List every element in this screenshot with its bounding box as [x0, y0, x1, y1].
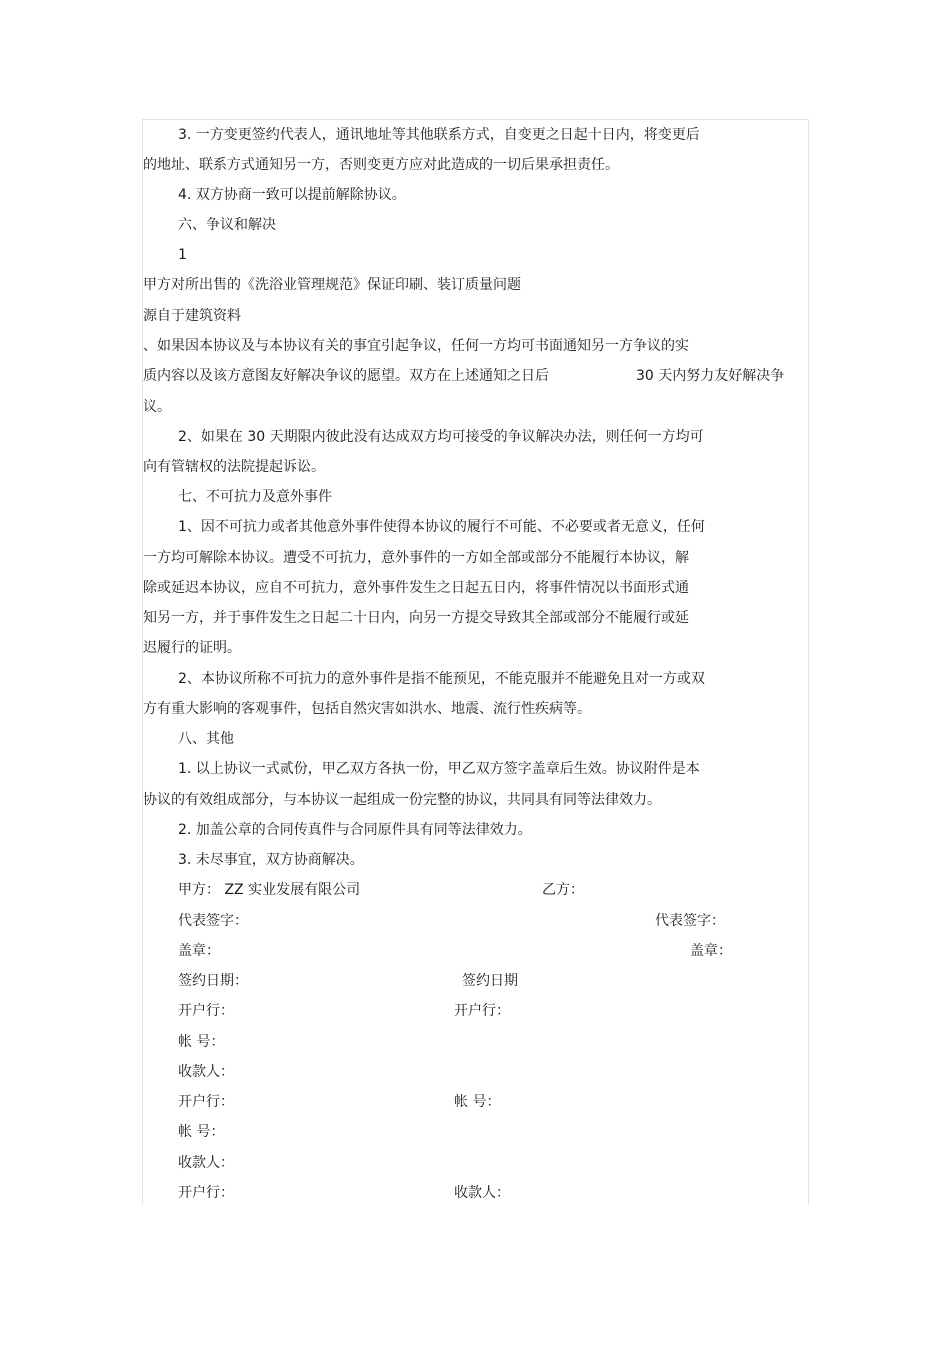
text-line: 议。 [143, 399, 171, 415]
text-line: 2. 加盖公章的合同传真件与合同原件具有同等法律效力。 [178, 822, 532, 838]
text-line: 迟履行的证明。 [143, 640, 241, 656]
text-line: 源自于建筑资料 [143, 308, 241, 324]
sign-date-b: 签约日期 [462, 973, 518, 989]
seal-b: 盖章： [690, 943, 732, 959]
text-line: 3. 未尽事宜，双方协商解决。 [178, 852, 364, 868]
account-b-2: 帐 号： [454, 1094, 501, 1110]
text-line: 2、如果在 30 天期限内彼此没有达成双方均可接受的争议解决办法，则任何一方均可 [178, 429, 704, 445]
text-line: 1、因不可抗力或者其他意外事件使得本协议的履行不可能、不必要或者无意义，任何 [178, 519, 705, 535]
text-line: 1 [178, 247, 187, 263]
text-line: 除或延迟本协议，应自不可抗力，意外事件发生之日起五日内，将事件情况以书面形式通 [143, 580, 689, 596]
section-heading: 七、不可抗力及意外事件 [178, 489, 332, 505]
bank-a-2: 开户行： [178, 1094, 234, 1110]
text-line: 的地址、联系方式通知另一方，否则变更方应对此造成的一切后果承担责任。 [143, 157, 619, 173]
text-line: 3. 一方变更签约代表人，通讯地址等其他联系方式，自变更之日起十日内，将变更后 [178, 127, 700, 143]
text-line: 方有重大影响的客观事件，包括自然灾害如洪水、地震、流行性疾病等。 [143, 701, 591, 717]
text-line: 质内容以及该方意图友好解决争议的愿望。双方在上述通知之日后 [143, 368, 549, 384]
party-a-label: 甲方： ZZ 实业发展有限公司 [178, 882, 361, 898]
text-line: 甲方对所出售的《洗浴业管理规范》保证印刷、装订质量问题 [143, 277, 521, 293]
section-heading: 六、争议和解决 [178, 217, 276, 233]
bank-a-3: 开户行： [178, 1185, 234, 1201]
text-line: 2、本协议所称不可抗力的意外事件是指不能预见，不能克服并不能避免且对一方或双 [178, 671, 705, 687]
payee-a-1: 收款人： [178, 1064, 234, 1080]
text-line: 一方均可解除本协议。遭受不可抗力，意外事件的一方如全部或部分不能履行本协议，解 [143, 550, 689, 566]
bank-b-1: 开户行： [454, 1003, 510, 1019]
account-a-1: 帐 号： [178, 1034, 225, 1050]
rep-sign-b: 代表签字： [655, 913, 725, 929]
payee-a-2: 收款人： [178, 1155, 234, 1171]
bank-a-1: 开户行： [178, 1003, 234, 1019]
payee-b-3: 收款人： [454, 1185, 510, 1201]
rep-sign-a: 代表签字： [178, 913, 248, 929]
text-line: 4. 双方协商一致可以提前解除协议。 [178, 187, 406, 203]
text-line: 知另一方，并于事件发生之日起二十日内，向另一方提交导致其全部或部分不能履行或延 [143, 610, 689, 626]
text-line: 协议的有效组成部分，与本协议一起组成一份完整的协议，共同具有同等法律效力。 [143, 792, 661, 808]
account-a-2: 帐 号： [178, 1124, 225, 1140]
sign-date-a: 签约日期： [178, 973, 248, 989]
section-heading: 八、其他 [178, 731, 234, 747]
text-line: 、如果因本协议及与本协议有关的事宜引起争议，任何一方均可书面通知另一方争议的实 [143, 338, 689, 354]
text-line: 1. 以上协议一式贰份，甲乙双方各执一份，甲乙双方签字盖章后生效。协议附件是本 [178, 761, 700, 777]
text-line: 向有管辖权的法院提起诉讼。 [143, 459, 325, 475]
text-line: 30 天内努力友好解决争 [636, 368, 785, 384]
party-b-label: 乙方： [542, 882, 584, 898]
seal-a: 盖章： [178, 943, 220, 959]
